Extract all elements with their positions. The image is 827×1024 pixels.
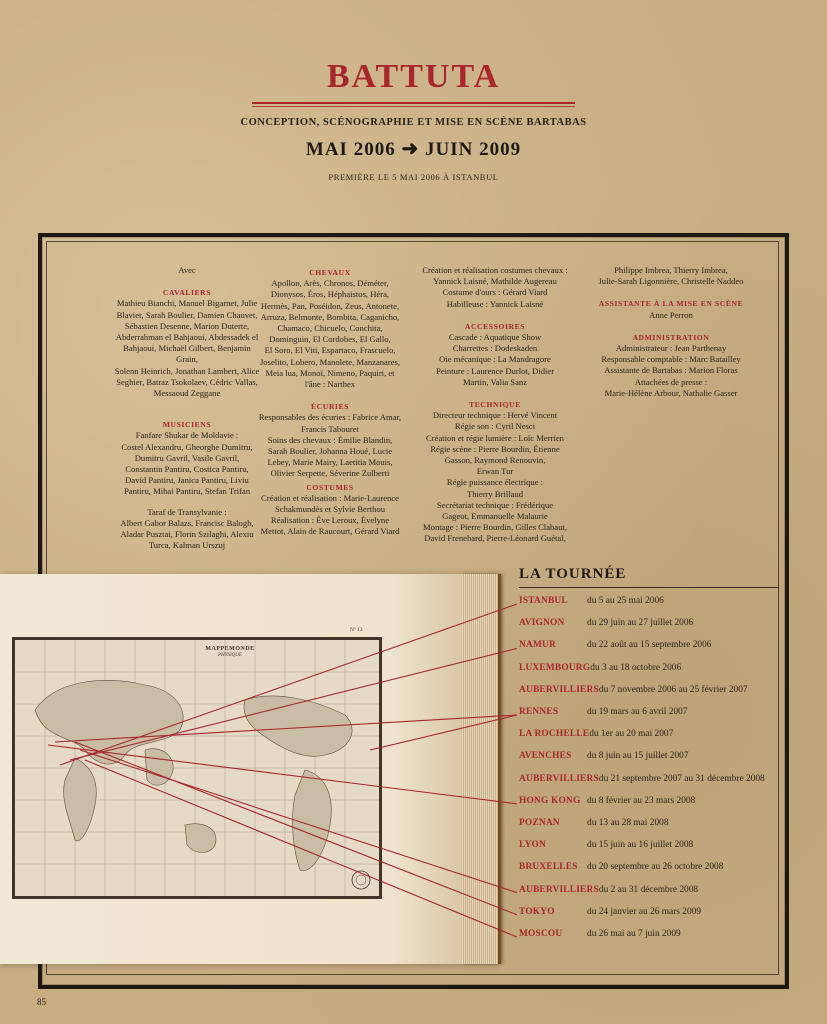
tour-city: AUBERVILLIERS <box>519 684 599 695</box>
tour-stop <box>519 840 693 856</box>
tour-period: du 20 septembre au 26 octobre 2008 <box>587 862 724 873</box>
tour-city: AUBERVILLIERS <box>519 773 599 784</box>
credit-line: Gasson, Raymond Renouvin, <box>444 455 546 466</box>
credit-line: Pantiru, Mihai Pantiru, Stefan Trifan <box>123 486 251 497</box>
credit-line: Sarah Boulier, Johanna Houé, Lucie <box>267 446 393 457</box>
credit-heading: CAVALIERS <box>162 288 212 298</box>
credit-line: Bahjaoui, Michaël Gilbert, Benjamin Grain, <box>123 343 251 365</box>
tour-period: du 3 au 18 octobre 2006 <box>590 662 682 673</box>
tour-city: RENNES <box>519 707 559 717</box>
credits-column-2 <box>255 265 405 538</box>
tour-period: du 1er au 20 mai 2007 <box>589 729 674 740</box>
tour-stop <box>519 729 673 745</box>
tour-city: MOSCOU <box>519 929 563 939</box>
arrow-right-icon: ➜ <box>401 138 420 160</box>
credit-line: Création et réalisation costumes chevaux : <box>422 265 568 275</box>
plate-number: Nº 13 <box>350 627 363 633</box>
credit-line: Gageot, Emmanuelle Malaurie <box>442 511 548 522</box>
tour-period: du 26 mai au 7 juin 2009 <box>587 929 681 939</box>
title-rule <box>252 102 575 104</box>
credit-line: David Pantiru, Janica Pantiru, Liviu <box>125 475 249 486</box>
spacer <box>420 310 570 319</box>
spacer <box>596 321 746 330</box>
tour-stop <box>519 796 695 812</box>
credit-line: Hermès, Pan, Poséidon, Zeus, Antonete, <box>260 300 400 311</box>
world-map-drawing <box>15 640 379 896</box>
tour-stop <box>519 862 723 878</box>
credit-line: Costel Alexandru, Gheorghe Dumitru, <box>121 441 253 452</box>
credit-line: Régie scène : Pierre Bourdin, Étienne <box>430 443 560 454</box>
credit-line: Apollon, Arès, Chronos, Déméter, <box>271 278 389 289</box>
tour-stop <box>519 685 748 701</box>
tour-stop <box>519 929 681 945</box>
credit-line: Peinture : Laurence Durlot, Didier <box>435 365 555 376</box>
tour-city: LA ROCHELLE <box>519 729 590 740</box>
tour-stop <box>519 774 765 790</box>
credit-line: Responsables des écuries : Fabrice Amar, <box>258 412 402 423</box>
tour-stop <box>519 751 689 767</box>
credit-heading: CHEVAUX <box>309 268 351 277</box>
tour-period: du 15 juin au 16 juillet 2008 <box>587 840 694 851</box>
credit-line: Dominguin, El Cordobes, El Gallo, <box>269 334 391 345</box>
tour-period: du 2 au 31 décembre 2008 <box>598 884 699 895</box>
credit-line: Charrettes : Dodeskaden <box>452 343 538 354</box>
credit-line: Meia lua, Monoï, Nimeno, Paquiri, et <box>265 367 395 378</box>
tour-city: TOKYO <box>519 906 555 917</box>
spacer <box>112 399 262 408</box>
credit-line: Philippe Imbrea, Thierry Imbrea, <box>614 265 728 275</box>
credit-line: Arruza, Belmonte, Bombita, Caganicho, <box>260 311 400 322</box>
tour-stop <box>519 907 701 923</box>
date-start: MAI 2006 <box>305 139 396 160</box>
credit-line: Abderrahman el Bahjaoui, Abdessadek el <box>115 332 259 343</box>
credit-line: Habilleuse : Yannick Laisné <box>446 298 544 309</box>
spacer <box>112 408 262 417</box>
title-rule-thin <box>252 106 575 107</box>
credit-line: Directeur technique : Hervé Vincent <box>432 410 558 421</box>
tour-period: du 8 février au 23 mars 2008 <box>587 795 696 806</box>
tour-city: AUBERVILLIERS <box>519 884 599 895</box>
tour-stop <box>519 885 698 901</box>
tour-period: du 8 juin au 15 juillet 2007 <box>587 751 689 762</box>
credit-line: Régie son : Cyril Nesci <box>454 421 536 432</box>
tour-city: BRUXELLES <box>519 862 578 873</box>
tour-stop <box>519 618 693 634</box>
credit-line: Soins des chevaux : Émilie Blandin, <box>267 434 393 445</box>
spacer <box>255 390 405 399</box>
credit-heading: ACCESSOIRES <box>464 321 526 331</box>
credit-line: Responsable comptable : Marc Batailley <box>601 354 741 365</box>
tour-stop <box>519 818 669 834</box>
credit-heading: MUSICIENS <box>162 420 212 430</box>
tour-period: du 5 au 25 mai 2006 <box>587 596 664 606</box>
credit-line: Solenn Heinrich, Jonathan Lambert, Alice <box>114 365 260 376</box>
tour-city: LUXEMBOURG <box>519 662 591 673</box>
credit-line: Création et réalisation : Marie-Laurence <box>261 492 399 503</box>
tour-stop <box>519 707 688 723</box>
spacer <box>420 388 570 397</box>
tour-city: AVIGNON <box>519 618 565 629</box>
credit-line: Création et régie lumière : Loïc Merrien <box>426 432 564 443</box>
credit-line: Administrateur : Jean Parthenay <box>615 343 727 354</box>
credit-line: Chamaco, Chicuelo, Conchita, <box>277 323 383 334</box>
credit-line: Réalisation : Ève Leroux, Évelyne <box>270 515 390 526</box>
map-subtitle: PHYSIQUE <box>218 653 242 658</box>
tour-stop <box>519 640 711 656</box>
tour-city: POZNAN <box>519 818 560 828</box>
date-end: JUIN 2009 <box>424 139 522 160</box>
credit-heading: ASSISTANTE À LA MISE EN SCÈNE <box>598 299 744 309</box>
credit-line: Albert Gabor Balazs, Francisc Balogh, <box>120 517 254 528</box>
credit-heading: COSTUMES <box>306 482 354 492</box>
credit-line: Olivier Serpette, Séverine Zulberti <box>270 468 390 479</box>
credit-line: Avec <box>178 265 196 275</box>
credit-heading: TECHNIQUE <box>469 400 521 410</box>
credits-column-4 <box>596 265 746 399</box>
credit-line: El Soro, El Viti, Espartaco, Frascuelo, <box>264 345 396 356</box>
credit-line: Constantin Pantiru, Costica Pantiru, <box>125 464 249 475</box>
tour-city: LYON <box>519 840 547 851</box>
spacer <box>596 287 746 296</box>
credit-line: Attachées de presse : <box>634 376 708 387</box>
credit-line: Secrétariat technique : Frédérique <box>436 499 554 510</box>
credit-heading: ADMINISTRATION <box>632 332 710 342</box>
tour-period: du 29 juin au 27 juillet 2006 <box>587 618 694 629</box>
atlas-page-edges <box>462 574 501 964</box>
tour-period: du 19 mars au 6 avril 2007 <box>587 707 688 717</box>
tour-period: du 13 au 28 mai 2008 <box>587 818 669 828</box>
tour-stop <box>519 596 664 612</box>
tour-period: du 24 janvier au 26 mars 2009 <box>587 906 702 917</box>
credit-line: Sébastien Desenne, Marion Duterte, <box>124 320 250 331</box>
tour-period: du 7 novembre 2006 au 25 février 2007 <box>598 684 748 695</box>
credit-line: Costume d'ours : Gérard Viard <box>442 287 548 298</box>
credit-line: Dionysos, Éros, Héphaistos, Héra, <box>270 289 390 300</box>
world-map <box>12 637 382 899</box>
credit-line: Julie-Sarah Ligonnière, Christelle Naddeo <box>598 276 744 287</box>
tour-city: ISTANBUL <box>519 596 568 606</box>
spacer <box>112 276 262 285</box>
credit-line: David Frenehard, Pierre-Léonard Guétal, <box>424 533 566 544</box>
credit-line: Anne Perron <box>649 309 693 320</box>
credit-line: Martin, Valia Sanz <box>462 376 528 387</box>
credit-line: Messaoud Zeggane <box>153 388 221 399</box>
credit-line: Régie puissance électrique : <box>446 477 544 488</box>
credit-line: Montage : Pierre Bourdin, Gilles Clabaut, <box>423 522 567 533</box>
credit-line: Joselito, Lobero, Manolete, Manzanares, <box>259 356 401 367</box>
subtitle: CONCEPTION, SCÉNOGRAPHIE ET MISE EN SCÈNE BARTABAS <box>240 117 587 128</box>
premiere-note: PREMIÈRE LE 5 MAI 2006 À ISTANBUL <box>328 172 499 182</box>
page-title: BATTUTA <box>326 58 501 95</box>
tour-city: AVENCHES <box>519 751 572 762</box>
credit-line: Aladar Pusztai, Florin Szilaghi, Alexiu <box>120 529 254 540</box>
credit-line: Francis Tabouret <box>301 423 359 434</box>
credit-line: Dumitru Gavril, Vasile Gavril, <box>134 452 240 463</box>
tour-city: HONG KONG <box>519 795 581 806</box>
tour-title: LA TOURNÉE <box>519 566 627 582</box>
credit-line: Thierry Brillaud <box>466 488 524 499</box>
credit-line: Schakmundès et Sylvie Berthou <box>274 504 386 515</box>
credit-line: l'âne : Narthex <box>304 379 356 390</box>
tour-title-rule <box>519 587 779 588</box>
credit-line: Erwan Tur <box>476 466 514 477</box>
credit-line: Turca, Kalman Urszuj <box>148 540 226 551</box>
credits-column-3 <box>420 265 570 545</box>
credit-line: Mathieu Bianchi, Manuel Bigarnet, Julie <box>116 298 258 309</box>
credit-line: Yannick Laisné, Mathilde Augereau <box>433 276 557 287</box>
tour-city: NAMUR <box>519 640 556 651</box>
credit-line: Taraf de Transylvanie : <box>147 506 227 517</box>
tour-period: du 21 septembre 2007 au 31 décembre 2008 <box>598 773 765 784</box>
credit-heading: ÉCURIES <box>311 402 349 412</box>
credit-line: Mettot, Alain de Raucourt, Gérard Viard <box>260 526 400 537</box>
credit-line: Fanfare Shukar de Moldavie : <box>135 430 239 441</box>
credit-line: Lebey, Marie Mairy, Laetitia Mouis, <box>267 457 393 468</box>
spacer <box>112 498 262 507</box>
credit-line: Cascade : Aquatique Show <box>448 332 542 343</box>
date-range <box>0 136 827 161</box>
credit-line: Seghier, Batraz Tsokolaev, Cédric Vallas, <box>116 376 258 387</box>
credits-column-1 <box>112 265 262 551</box>
map-title: MAPPEMONDE <box>205 646 255 652</box>
tour-period: du 22 août au 15 septembre 2006 <box>587 640 712 651</box>
credit-line: Marie-Hélène Arbour, Nathalie Gasser <box>604 387 738 398</box>
credit-line: Assistante de Bartabas : Marion Floras <box>604 365 738 376</box>
tour-stop <box>519 663 681 679</box>
page-number: 85 <box>37 997 46 1007</box>
credit-line: Blavier, Sarah Boulier, Damien Chauvet, <box>116 309 258 320</box>
credit-line: Oie mécanique : La Mandragore <box>439 354 551 365</box>
